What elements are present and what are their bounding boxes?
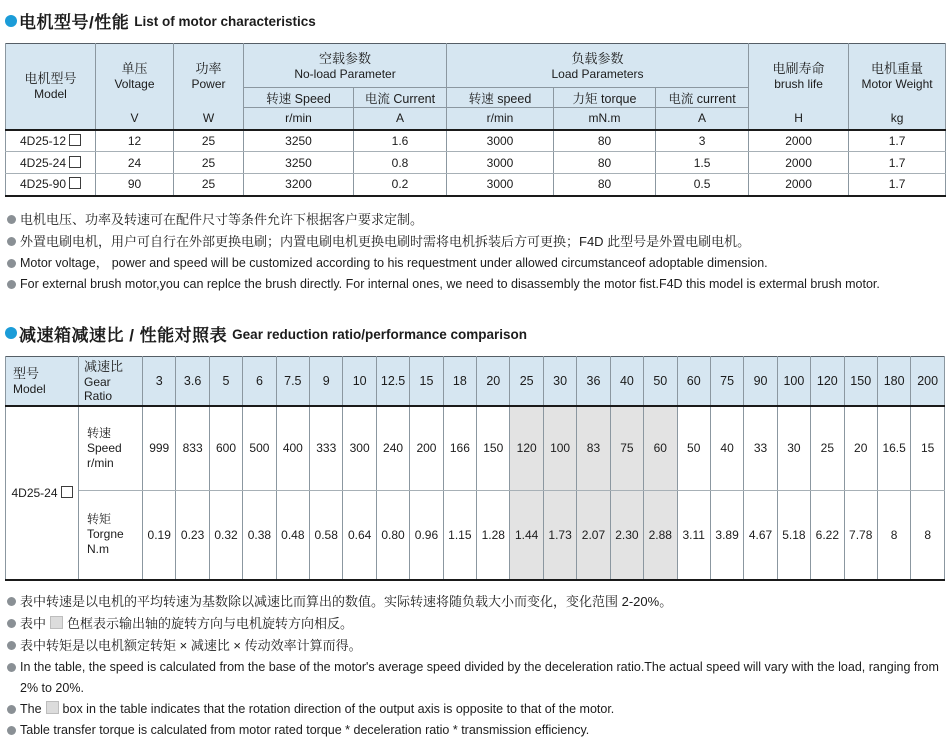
model-header-en: Model [34,87,67,102]
speed-value-cell: 600 [209,406,242,490]
grey-bullet-icon [7,663,16,672]
model2-header-zh: 型号 [13,365,40,381]
gear-ratio-cell: 15 [410,356,443,406]
unit-load-current: A [656,108,749,130]
empty-box-icon [61,486,73,498]
speed-value-cell: 120 [510,406,543,490]
motor-value-cell: 3 [656,130,749,152]
note-text-pre: 表中 [20,616,47,631]
weight-header-en: Motor Weight [861,76,933,91]
gear-ratio-cell: 36 [577,356,610,406]
blue-bullet-icon [5,15,17,27]
gear-ratio-cell: 25 [510,356,543,406]
note-text: 表中转速是以电机的平均转速为基数除以减速比而算出的数值。实际转速将随负载大小而变化，变化范围 2-20%。 [20,594,673,609]
torque-value-cell: 0.23 [176,490,209,580]
torque-value-cell: 0.32 [209,490,242,580]
section2-notes [7,591,945,741]
gear-ratio-cell: 7.5 [276,356,309,406]
motor-model-cell [6,130,96,152]
note-line [7,274,945,295]
grey-bullet-icon [7,705,16,714]
speed-value-cell: 500 [243,406,276,490]
note-text: For external brush motor,you can replce the brush directly. For internal ones, we need to disassembly the motor fist.F4D this model is extermal brush motor. [20,276,880,291]
gear-ratio-cell: 9 [310,356,343,406]
col-header-model2 [6,356,79,406]
ratio-header-zh: 减速比 [84,358,124,374]
col-header-brush-life [749,44,849,108]
torque-label-en: Torgne [87,527,124,542]
note-line [7,253,945,274]
note-line [7,657,945,699]
blue-bullet-icon [5,327,17,339]
motor-model-label: 4D25-90 [19,177,67,192]
speed-unit: r/min [87,455,114,470]
speed-value-cell: 30 [777,406,810,490]
load-header-zh: 负载参数 [571,50,624,66]
motor-value-cell: 1.5 [656,152,749,174]
motor-characteristics-table [5,43,946,197]
torque-value-cell: 6.22 [811,490,844,580]
speed-value-cell: 333 [310,406,343,490]
subheader-load-speed: 转速 speed [447,88,554,108]
torque-value-cell: 1.28 [477,490,510,580]
brush-header-zh: 电刷寿命 [772,60,825,76]
note-text: 外置电刷电机，用户可自行在外部更换电刷；内置电刷电机更换电刷时需将电机拆装后方可更换；F4D 此型号是外置电刷电机。 [20,233,751,249]
motor-value-cell: 12 [96,130,174,152]
note-text [20,699,614,720]
speed-label-en: Speed [87,440,122,455]
model-header-zh: 电机型号 [24,71,77,87]
unit-noload-current: A [354,108,447,130]
speed-value-cell: 16.5 [877,406,910,490]
motor-value-cell: 3250 [244,152,354,174]
gear-ratio-cell: 12.5 [376,356,409,406]
col-header-motor-weight [849,44,946,108]
subheader-noload-speed: 转速 Speed [244,88,354,108]
motor-value-cell: 90 [96,174,174,196]
gear-ratio-cell: 5 [209,356,242,406]
section1-title-en: List of motor characteristics [134,14,316,29]
note-text [20,613,353,635]
speed-value-cell: 999 [143,406,176,490]
load-header-en: Load Parameters [551,66,644,81]
torque-value-cell: 0.38 [243,490,276,580]
note-line [7,635,945,657]
unit-power: W [174,108,244,130]
torque-value-cell: 1.44 [510,490,543,580]
gear-ratio-cell: 3 [143,356,176,406]
subheader-noload-current: 电流 Current [354,88,447,108]
speed-param-cell [79,406,143,490]
grey-bullet-icon [7,215,16,224]
motor-value-cell: 1.7 [849,174,946,196]
torque-value-cell: 1.15 [443,490,476,580]
speed-value-cell: 400 [276,406,309,490]
motor-table-body [6,130,946,196]
grey-bullet-icon [7,597,16,606]
gear-ratio-cell: 75 [710,356,743,406]
gear-ratio-cell: 90 [744,356,777,406]
motor-table-row [6,130,946,152]
unit-brush-life: H [749,108,849,130]
motor-value-cell: 80 [554,130,656,152]
speed-value-cell: 33 [744,406,777,490]
brush-header-en: brush life [774,76,823,91]
torque-value-cell: 0.64 [343,490,376,580]
section2-title [5,321,945,346]
note-text: Table transfer torque is calculated from motor rated torque * deceleration ratio * transmission efficiency. [20,723,590,737]
motor-model-label: 4D25-12 [19,133,67,148]
grey-box-icon [46,701,59,714]
speed-value-cell: 166 [443,406,476,490]
section1-title [5,8,945,33]
speed-value-cell: 50 [677,406,710,490]
model2-header-en: Model [13,381,46,396]
motor-value-cell: 25 [174,174,244,196]
motor-value-cell: 25 [174,152,244,174]
motor-value-cell: 80 [554,174,656,196]
gear-ratio-cell: 60 [677,356,710,406]
motor-value-cell: 2000 [749,130,849,152]
gear-ratio-header-row [6,356,945,406]
noload-header-zh: 空载参数 [319,50,372,66]
motor-table-row [6,174,946,196]
motor-value-cell: 0.5 [656,174,749,196]
torque-value-cell: 0.48 [276,490,309,580]
ratio-header-en: Gear Ratio [84,374,113,403]
col-header-voltage [96,44,174,108]
note-text: In the table, the speed is calculated from the base of the motor's average speed divided by the deceleration ratio.The actual speed will vary with the load, ranging from 2% to 20%. [20,660,939,695]
speed-value-cell: 20 [844,406,877,490]
motor-model-cell [6,152,96,174]
note-text-pre: The [20,702,42,716]
speed-value-cell: 833 [176,406,209,490]
motor-value-cell: 3250 [244,130,354,152]
unit-load-torque: mN.m [554,108,656,130]
speed-row [6,406,945,490]
grey-bullet-icon [7,619,16,628]
motor-value-cell: 3000 [447,174,554,196]
gear-reduction-table [5,356,945,582]
grey-bullet-icon [7,280,16,289]
torque-unit: N.m [87,542,109,557]
grey-box-icon [50,616,63,629]
gear-ratio-cell: 3.6 [176,356,209,406]
motor-value-cell: 0.8 [354,152,447,174]
torque-value-cell: 0.96 [410,490,443,580]
voltage-header-zh: 单压 [121,60,148,76]
noload-header-en: No-load Parameter [294,66,396,81]
speed-value-cell: 25 [811,406,844,490]
unit-noload-speed: r/min [244,108,354,130]
motor-value-cell: 24 [96,152,174,174]
gear-ratio-cell: 6 [243,356,276,406]
note-line [7,591,945,613]
speed-label-zh: 转速 [87,425,112,440]
torque-value-cell: 4.67 [744,490,777,580]
empty-box-icon [69,156,81,168]
motor-value-cell: 25 [174,130,244,152]
gear-ratio-cell: 120 [811,356,844,406]
gear-model-cell [6,406,79,580]
speed-value-cell: 240 [376,406,409,490]
empty-box-icon [69,134,81,146]
torque-value-cell: 7.78 [844,490,877,580]
speed-value-cell: 15 [911,406,945,490]
torque-value-cell: 2.30 [610,490,643,580]
power-header-zh: 功率 [195,60,222,76]
gear-ratio-cell: 100 [777,356,810,406]
gear-ratio-cell: 20 [477,356,510,406]
motor-model-cell [6,174,96,196]
torque-value-cell: 3.11 [677,490,710,580]
motor-value-cell: 1.6 [354,130,447,152]
weight-header-zh: 电机重量 [871,60,924,76]
speed-value-cell: 150 [477,406,510,490]
voltage-header-en: Voltage [114,76,155,91]
note-line [7,699,945,720]
subheader-load-torque: 力矩 torque [554,88,656,108]
motor-value-cell: 3000 [447,130,554,152]
unit-motor-weight: kg [849,108,946,130]
note-text-post: box in the table indicates that the rotation direction of the output axis is opposite to that of the motor. [62,702,615,716]
col-header-gear-ratio [79,356,143,406]
col-header-noload-group [244,44,447,88]
torque-value-cell: 1.73 [543,490,576,580]
empty-box-icon [69,177,81,189]
grey-bullet-icon [7,641,16,650]
unit-voltage: V [96,108,174,130]
torque-value-cell: 8 [877,490,910,580]
note-text: 表中转矩是以电机额定转矩 × 减速比 × 传动效率计算而得。 [20,638,362,653]
torque-value-cell: 0.80 [376,490,409,580]
speed-value-cell: 83 [577,406,610,490]
torque-value-cell: 5.18 [777,490,810,580]
torque-value-cell: 2.07 [577,490,610,580]
gear-ratio-cell: 200 [911,356,945,406]
section1-title-zh: 电机型号/性能 [19,13,130,32]
speed-value-cell: 200 [410,406,443,490]
torque-value-cell: 8 [911,490,945,580]
motor-value-cell: 3000 [447,152,554,174]
col-header-load-group [447,44,749,88]
speed-value-cell: 100 [543,406,576,490]
section2-title-zh: 减速箱减速比 / 性能对照表 [19,325,228,345]
note-text-post: 色框表示输出轴的旋转方向与电机旋转方向相反。 [67,616,354,631]
torque-value-cell: 2.88 [644,490,677,580]
gear-ratio-cell: 150 [844,356,877,406]
section2-title-en: Gear reduction ratio/performance comparison [232,326,527,342]
motor-value-cell: 1.7 [849,130,946,152]
power-header-en: Power [191,76,226,91]
grey-bullet-icon [7,726,16,735]
torque-row [6,490,945,580]
torque-value-cell: 0.19 [143,490,176,580]
col-header-model [6,44,96,130]
note-line [7,209,945,231]
motor-value-cell: 2000 [749,174,849,196]
torque-value-cell: 0.58 [310,490,343,580]
section1-notes [7,209,945,295]
torque-param-cell [79,490,143,580]
unit-load-speed: r/min [447,108,554,130]
torque-value-cell: 3.89 [710,490,743,580]
motor-value-cell: 3200 [244,174,354,196]
grey-bullet-icon [7,237,16,246]
note-line [7,720,945,741]
note-line [7,613,945,635]
note-line [7,231,945,253]
gear-ratio-cell: 10 [343,356,376,406]
gear-ratio-cell: 18 [443,356,476,406]
motor-value-cell: 0.2 [354,174,447,196]
motor-value-cell: 1.7 [849,152,946,174]
motor-table-row [6,152,946,174]
speed-value-cell: 60 [644,406,677,490]
speed-value-cell: 75 [610,406,643,490]
grey-bullet-icon [7,259,16,268]
motor-value-cell: 80 [554,152,656,174]
speed-value-cell: 40 [710,406,743,490]
gear-ratio-cell: 180 [877,356,910,406]
gear-model-label: 4D25-24 [11,486,58,500]
motor-value-cell: 2000 [749,152,849,174]
gear-ratio-cell: 50 [644,356,677,406]
speed-value-cell: 300 [343,406,376,490]
subheader-load-current: 电流 current [656,88,749,108]
gear-ratio-cell: 40 [610,356,643,406]
note-text: Motor voltage， power and speed will be customized according to his requestment under allowed circumstanceof adoptable dimension. [20,255,768,270]
motor-model-label: 4D25-24 [19,155,67,170]
note-text: 电机电压、功率及转速可在配件尺寸等条件允许下根据客户要求定制。 [20,211,424,227]
col-header-power [174,44,244,108]
torque-label-zh: 转矩 [87,512,112,527]
gear-ratio-cell: 30 [543,356,576,406]
